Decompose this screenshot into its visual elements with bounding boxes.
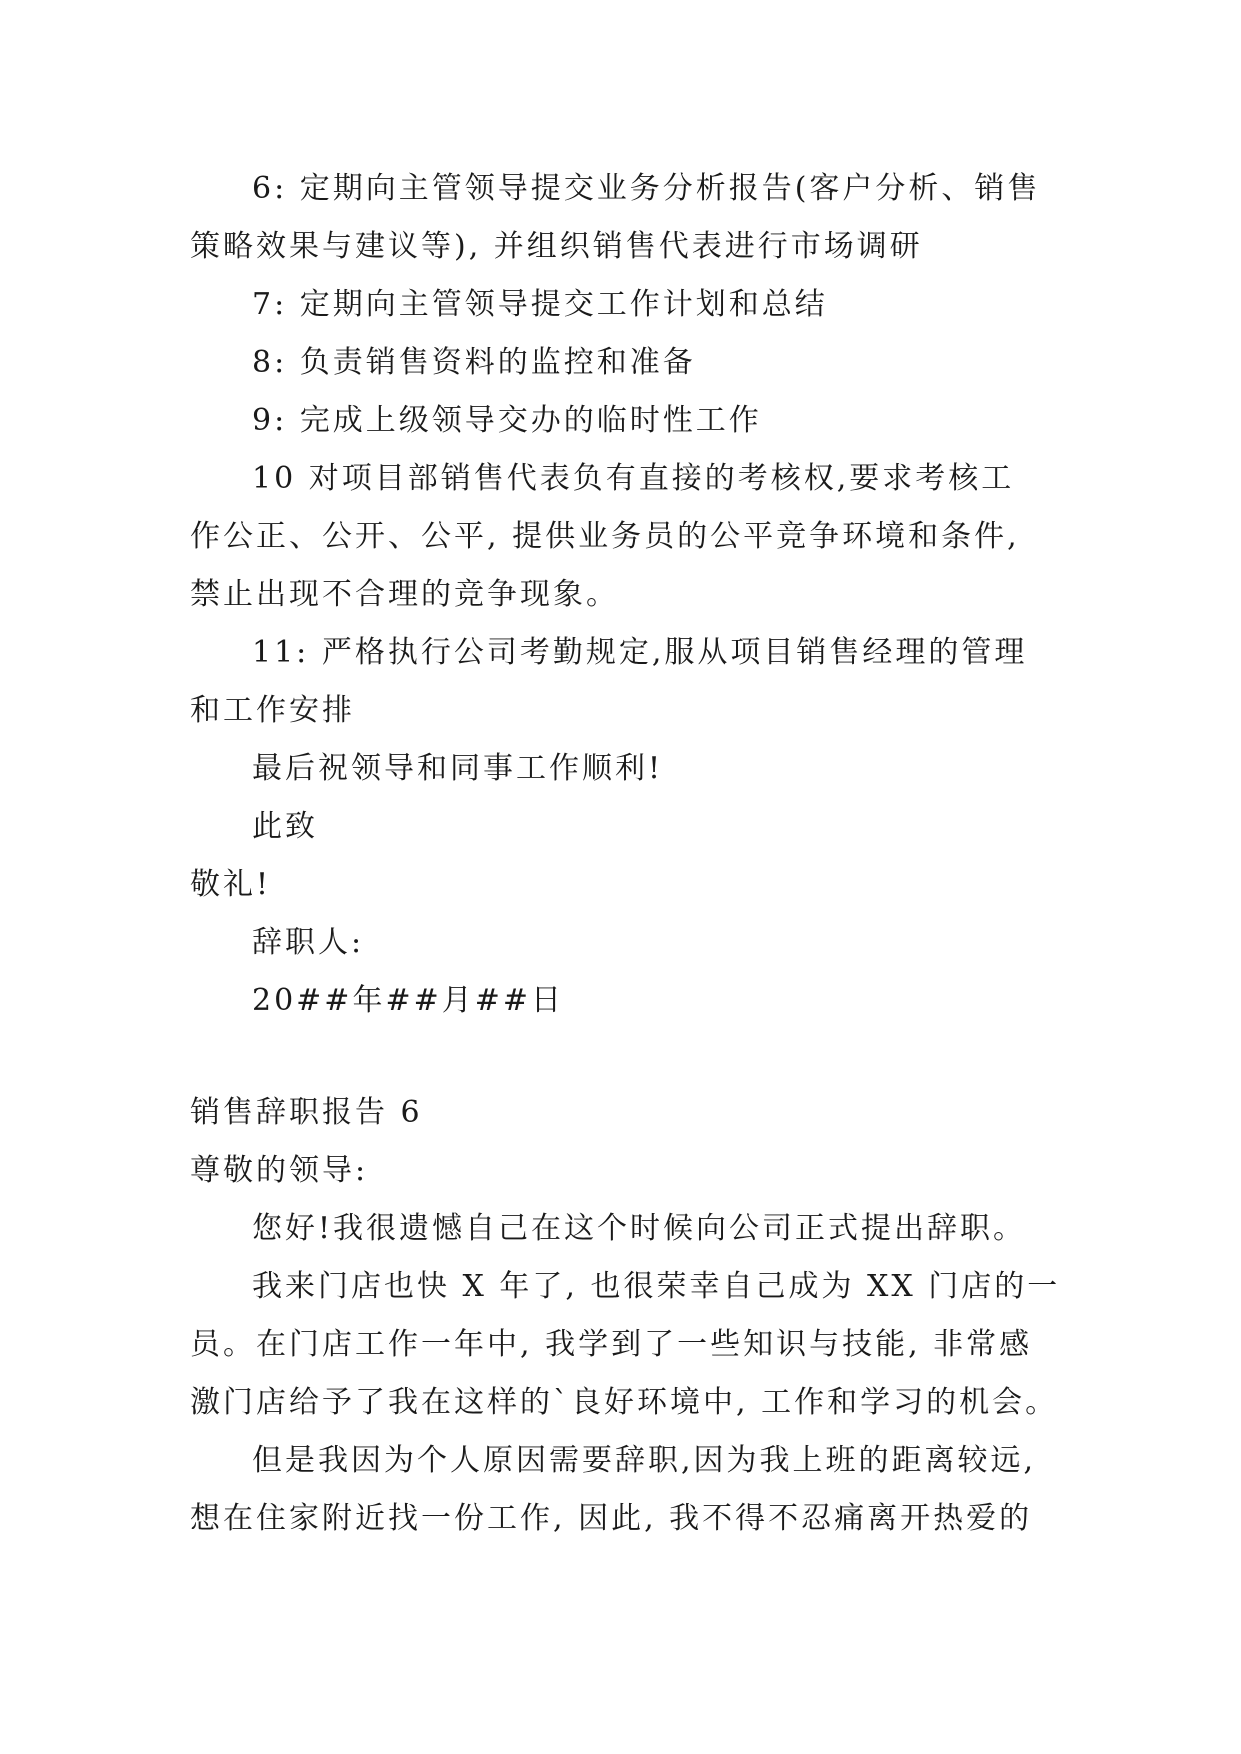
text-line: 策略效果与建议等), 并组织销售代表进行市场调研	[190, 229, 923, 264]
text-line: 辞职人:	[252, 925, 365, 960]
text-line: 最后祝领导和同事工作顺利!	[252, 751, 664, 786]
text-line: 此致	[252, 809, 318, 844]
text-line: 激门店给予了我在这样的`良好环境中, 工作和学习的机会。	[190, 1385, 1059, 1420]
text-line: 8: 负责销售资料的监控和准备	[252, 345, 696, 380]
text-line: 想在住家附近找一份工作, 因此, 我不得不忍痛离开热爱的	[190, 1501, 1033, 1536]
document-body	[190, 160, 1061, 1548]
text-line: 销售辞职报告 6	[190, 1095, 423, 1130]
text-line: 10 对项目部销售代表负有直接的考核权,要求考核工	[252, 461, 1015, 496]
text-line: 和工作安排	[190, 693, 355, 728]
text-line: 作公正、公开、公平, 提供业务员的公平竞争环境和条件,	[190, 519, 1020, 554]
text-line: 9: 完成上级领导交办的临时性工作	[252, 403, 762, 438]
text-line: 尊敬的领导:	[190, 1153, 369, 1188]
paragraph-gap	[190, 1030, 1050, 1084]
text-line: 7: 定期向主管领导提交工作计划和总结	[252, 287, 828, 322]
text-line: 禁止出现不合理的竞争现象。	[190, 577, 619, 612]
text-line: 员。在门店工作一年中, 我学到了一些知识与技能, 非常感	[190, 1327, 1033, 1362]
text-line: 我来门店也快 X 年了, 也很荣幸自己成为 XX 门店的一	[252, 1269, 1061, 1304]
text-line: 11: 严格执行公司考勤规定,服从项目销售经理的管理	[252, 635, 1028, 670]
text-line: 6: 定期向主管领导提交业务分析报告(客户分析、销售	[252, 171, 1041, 206]
text-line: 但是我因为个人原因需要辞职,因为我上班的距离较远,	[252, 1443, 1037, 1478]
text-line: 您好!我很遗憾自己在这个时候向公司正式提出辞职。	[252, 1211, 1027, 1246]
text-line: 敬礼!	[190, 867, 272, 902]
text-line: 20##年##月##日	[252, 983, 564, 1018]
